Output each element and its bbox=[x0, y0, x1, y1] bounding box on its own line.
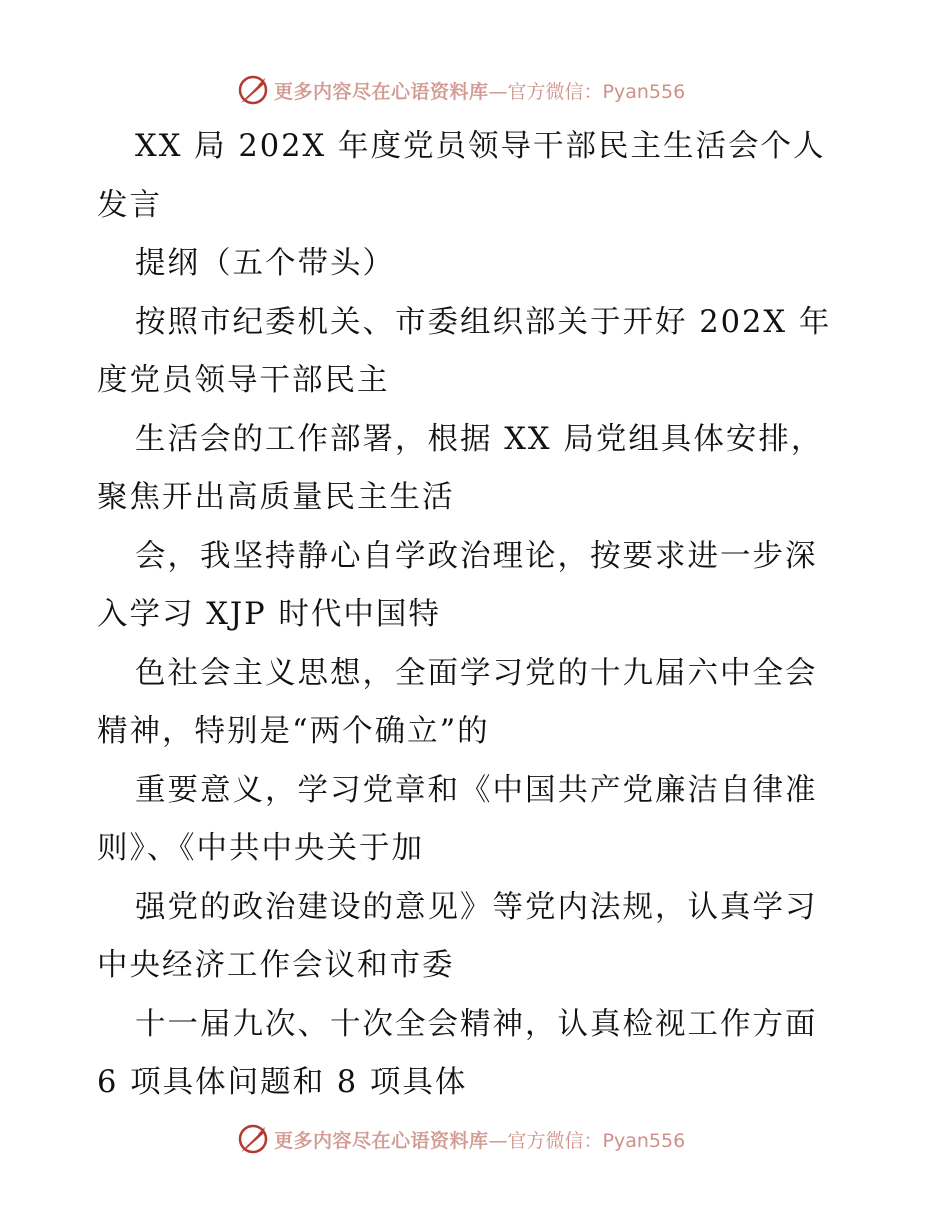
paragraph-line: 十一届九次、十次全会精神，认真检视工作方面 bbox=[135, 1006, 818, 1042]
paragraph-line: 度党员领导干部民主 bbox=[97, 363, 390, 398]
watermark-main-text: 更多内容尽在心语资料库 bbox=[274, 1129, 489, 1152]
subtitle-line: 提纲（五个带头） bbox=[135, 246, 395, 281]
paragraph-line: 精神，特别是“两个确立”的 bbox=[97, 714, 490, 749]
quill-logo-icon bbox=[236, 1122, 270, 1156]
paragraph-line: 中央经济工作会议和市委 bbox=[97, 948, 455, 983]
title-line-2: 发言 bbox=[97, 187, 162, 223]
paragraph-line: 色社会主义思想，全面学习党的十九届六中全会 bbox=[135, 655, 818, 691]
watermark-sub-text: —官方微信：Pyan556 bbox=[488, 80, 686, 103]
title-line-1: XX 局 202X 年度党员领导干部民主生活会个人 bbox=[135, 129, 826, 164]
paragraph-line: 6 项具体问题和 8 项具体 bbox=[97, 1065, 468, 1100]
paragraph-line: 按照市纪委机关、市委组织部关于开好 202X 年 bbox=[135, 304, 832, 340]
paragraph-line: 强党的政治建设的意见》等党内法规，认真学习 bbox=[135, 889, 818, 925]
footer-watermark bbox=[236, 1121, 685, 1157]
paragraph-line: 会，我坚持静心自学政治理论，按要求进一步深 bbox=[135, 538, 818, 574]
document-body bbox=[97, 118, 857, 1113]
paragraph-line: 入学习 XJP 时代中国特 bbox=[97, 597, 441, 632]
quill-logo-icon bbox=[236, 73, 270, 107]
paragraph-line: 重要意义，学习党章和《中国共产党廉洁自律准 bbox=[135, 772, 818, 808]
paragraph-line: 生活会的工作部署，根据 XX 局党组具体安排， bbox=[135, 421, 824, 457]
watermark-sub-text: —官方微信：Pyan556 bbox=[488, 1129, 686, 1152]
paragraph-line: 聚焦开出高质量民主生活 bbox=[97, 480, 455, 515]
watermark-main-text: 更多内容尽在心语资料库 bbox=[274, 80, 489, 103]
paragraph-line: 则》、《中共中央关于加 bbox=[97, 831, 424, 866]
header-watermark bbox=[236, 72, 685, 108]
